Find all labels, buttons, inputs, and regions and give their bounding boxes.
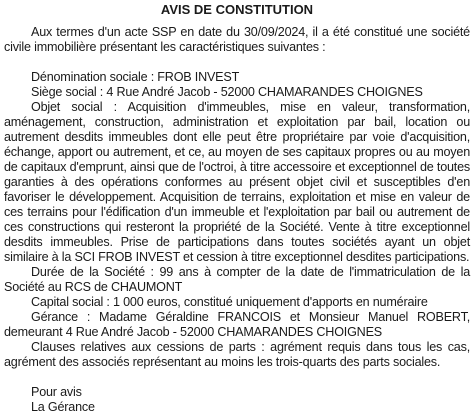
notice-signature-pour-avis: Pour avis (31, 385, 82, 399)
legal-notice (4, 2, 470, 415)
notice-gerance: Gérance : Madame Géraldine FRANCOIS et Monsieur Manuel ROBERT, demeurant 4 Rue André Jacob - 52000 CHAMARANDES CHOIGNES (4, 310, 470, 339)
notice-title: AVIS DE CONSTITUTION (160, 2, 314, 17)
notice-clauses: Clauses relatives aux cessions de parts : agrément requis dans tous les cas, agrément des associés représentant au moins les trois-quarts des parts sociales. (4, 340, 470, 369)
notice-siege: Siège social : 4 Rue André Jacob - 52000 CHAMARANDES CHOIGNES (31, 85, 423, 99)
notice-signature-gerance: La Gérance (31, 400, 95, 414)
notice-denomination: Dénomination sociale : FROB INVEST (31, 70, 240, 84)
notice-objet: Objet social : Acquisition d'immeubles, mise en valeur, transformation, aménagement, construction, administration et exploitation par bail, location ou autrement desdits immeubles dont elle peut être propriétaire par voie d'acquisition, échange, apport ou autrement, et ce, au moyen de ses capitaux propres ou au moyen de capitaux d'emprunt, ainsi que de l'octroi, à titre accessoire et exceptionnel de toutes garanties à des opérations conformes au présent objet civil et susceptibles d'en favoriser le développement. Acquisition de terrains, exploitation et mise en valeur de ces terrains pour l'édification d'un immeuble et l'exploitation par bail ou autrement de ces constructions qui resteront la propriété de la Société. Vente à titre exceptionnel desdits immeubles. Prise de participations dans toutes sociétés ayant un objet similaire à la SCI FROB INVEST et cession à titre exceptionnel desdites participations. (4, 100, 470, 264)
notice-capital: Capital social : 1 000 euros, constitué uniquement d'apports en numéraire (31, 295, 428, 309)
notice-intro: Aux termes d'un acte SSP en date du 30/09/2024, il a été constitué une société civile immobilière présentant les caractéristiques suivantes : (4, 25, 470, 54)
notice-duree: Durée de la Société : 99 ans à compter de la date de l'immatriculation de la Société au RCS de CHAUMONT (4, 265, 470, 294)
